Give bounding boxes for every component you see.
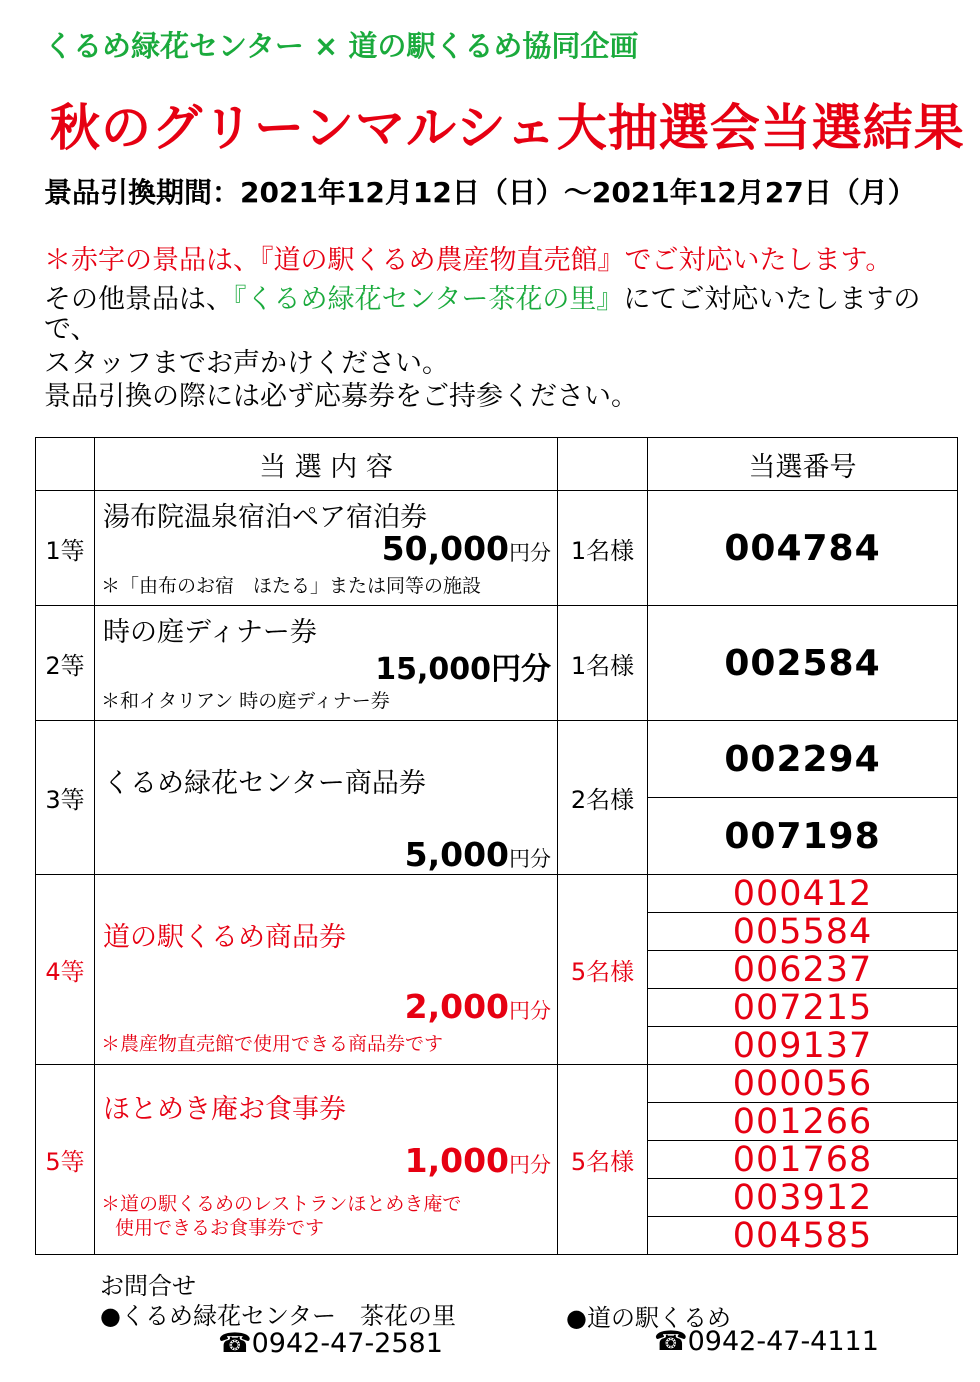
winning-number: 007215 — [648, 989, 958, 1027]
winner-count: 1名様 — [558, 491, 648, 606]
value-unit: 円分 — [509, 1153, 551, 1177]
inquiry-label: お問合せ — [100, 1272, 196, 1300]
winner-count: 1名様 — [558, 606, 648, 721]
table-row — [36, 721, 958, 798]
value-unit: 円分 — [509, 999, 551, 1023]
prize-cell — [95, 1065, 558, 1255]
rank-cell: 5等 — [36, 1065, 95, 1255]
winner-count: 2名様 — [558, 721, 648, 875]
header-blank — [36, 438, 95, 491]
value-amount: 50,000 — [381, 529, 509, 568]
rank-cell: 3等 — [36, 721, 95, 875]
notice-line5: 景品引換の際には必ず応募券をご持参ください。 — [44, 381, 638, 412]
winning-number: 002584 — [648, 606, 958, 721]
rank-cell: 1等 — [36, 491, 95, 606]
page-title: 秋のグリーンマルシェ大抽選会当選結果 — [50, 99, 965, 157]
rank-cell: 2等 — [36, 606, 95, 721]
prize-note: ＊道の駅くるめのレストランほとめき庵で — [101, 1193, 462, 1215]
exchange-period: 景品引換期間：2021年12月12日（日）～2021年12月27日（月） — [44, 176, 916, 209]
results-table — [35, 437, 958, 1255]
value-amount: 5,000 — [404, 835, 509, 874]
table-row — [36, 606, 958, 721]
header-prize: 当 選 内 容 — [95, 438, 558, 491]
contact1-name: ●くるめ緑花センター 茶花の里 — [100, 1302, 456, 1330]
notice-line4: スタッフまでお声かけください。 — [44, 348, 449, 379]
notice-prefix: その他景品は、 — [44, 284, 233, 315]
winning-number: 001768 — [648, 1141, 958, 1179]
co-title: くるめ緑花センター × 道の駅くるめ協同企画 — [44, 29, 639, 63]
prize-name: ほとめき庵お食事券 — [103, 1094, 346, 1125]
prize-value: 15,000円分 — [375, 652, 551, 687]
table-row — [36, 1065, 958, 1103]
value-unit: 円分 — [509, 847, 551, 871]
prize-note: ＊「由布のお宿 ほたる」または同等の施設 — [101, 575, 482, 597]
winning-number: 002294 — [648, 721, 958, 798]
prize-name: 湯布院温泉宿泊ペア宿泊券 — [103, 502, 427, 533]
prize-cell — [95, 606, 558, 721]
table-header-row — [36, 438, 958, 491]
prize-name: 時の庭ディナー券 — [103, 617, 317, 648]
winning-number: 001266 — [648, 1103, 958, 1141]
rank-cell: 4等 — [36, 875, 95, 1065]
notice-suffix: にてご対応いたしますの — [623, 284, 921, 315]
value-amount: 2,000 — [404, 987, 509, 1026]
header-count-blank — [558, 438, 648, 491]
prize-note: 使用できるお食事券です — [115, 1217, 325, 1239]
contact1-tel: ☎0942-47-2581 — [218, 1328, 443, 1359]
winning-number: 004585 — [648, 1217, 958, 1255]
prize-cell — [95, 491, 558, 606]
winner-count: 5名様 — [558, 1065, 648, 1255]
winning-number: 009137 — [648, 1027, 958, 1065]
winning-number: 005584 — [648, 913, 958, 951]
notice-green-venue: 『くるめ緑花センター茶花の里』 — [233, 284, 624, 315]
prize-value — [382, 529, 551, 568]
notice-other-prizes — [44, 283, 920, 317]
prize-name: 道の駅くるめ商品券 — [103, 922, 346, 953]
winning-number: 004784 — [648, 491, 958, 606]
notice-line3: で、 — [44, 314, 98, 345]
winning-number: 000412 — [648, 875, 958, 913]
prize-note: ＊農産物直売館で使用できる商品券です — [101, 1033, 444, 1055]
header-numbers: 当選番号 — [648, 438, 958, 491]
prize-value — [405, 987, 551, 1026]
prize-value — [405, 1141, 551, 1180]
notice-red-prizes: ＊赤字の景品は、『道の駅くるめ農産物直売館』でご対応いたします。 — [44, 245, 893, 276]
contact2-name: ●道の駅くるめ — [566, 1304, 731, 1332]
winning-number: 000056 — [648, 1065, 958, 1103]
prize-name: くるめ緑花センター商品券 — [103, 768, 426, 799]
winning-number: 007198 — [648, 798, 958, 875]
prize-cell — [95, 721, 558, 875]
prize-cell — [95, 875, 558, 1065]
value-unit: 円分 — [509, 541, 551, 565]
prize-value — [405, 835, 551, 874]
table-row — [36, 875, 958, 913]
value-amount: 1,000 — [404, 1141, 509, 1180]
prize-note: ＊和イタリアン 時の庭ディナー券 — [101, 690, 390, 712]
winning-number: 003912 — [648, 1179, 958, 1217]
winner-count: 5名様 — [558, 875, 648, 1065]
contact2-tel: ☎0942-47-4111 — [654, 1326, 879, 1357]
winning-number: 006237 — [648, 951, 958, 989]
table-row — [36, 491, 958, 606]
